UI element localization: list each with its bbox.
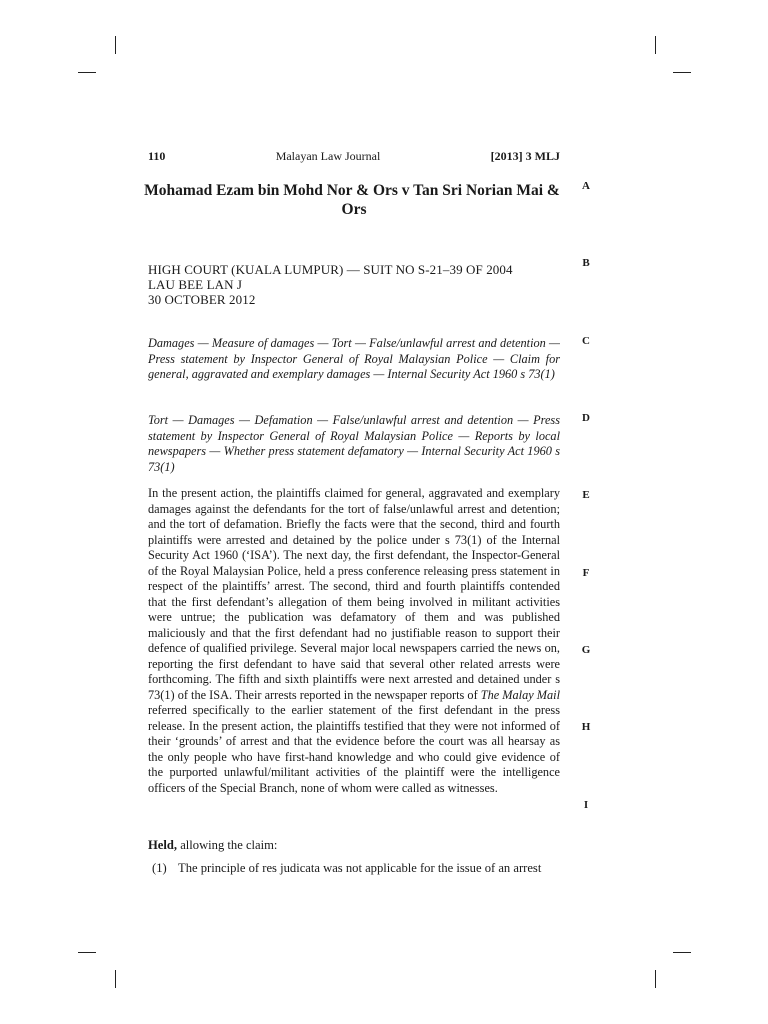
crop-mark	[115, 970, 116, 988]
facts-part-1: In the present action, the plaintiffs claimed for general, aggravated and exemplary damages against the defendants for the tort of false/unlawful arrest and detention; and the tort of defamation. Briefly the facts were that the second, third and fourth plaintiffs were arrested and detained by the police under s 73(1) of the Internal Security Act 1960 (‘ISA’). The next day, the first defendant, the Inspector-General of the Royal Malaysian Police, held a press conference releasing press statement in respect of the plaintiffs’ arrest. The second, third and fourth plaintiffs contended that the first defendant’s allegation of them being involved in militant activities were untrue; the publication was defamatory of them and was published maliciously and that the first defendant had no justifiable reason to support their defence of qualified privilege. Several major local newspapers carried the news on, reporting the first defendant to have said that several other related arrests were forthcoming. The fifth and sixth plaintiffs were next arrested and detained under s 73(1) of the ISA. Their arrests reported in the newspaper reports of	[148, 486, 560, 702]
page-number: 110	[148, 149, 166, 163]
margin-letter-a: A	[582, 180, 590, 192]
newspaper-name: The Malay Mail	[480, 687, 560, 702]
held-point	[152, 861, 560, 877]
journal-name: Malayan Law Journal	[275, 149, 381, 163]
court-suit: HIGH COURT (KUALA LUMPUR) — SUIT NO S-21–39 OF 2004	[148, 262, 513, 277]
margin-letter-b: B	[582, 257, 590, 269]
held-line	[148, 838, 560, 854]
margin-letter-f: F	[582, 567, 590, 579]
crop-mark	[673, 72, 691, 73]
crop-mark	[78, 72, 96, 73]
catchword-2: Tort — Damages — Defamation — False/unlawful arrest and detention — Press statement by Inspector General of Royal Malaysian Police — Reports by local newspapers — Whether press statement defamatory — Internal Security Act 1960 s 73(1)	[148, 413, 560, 474]
margin-letter-d: D	[582, 412, 590, 424]
catchword-1: Damages — Measure of damages — Tort — False/unlawful arrest and detention — Press statement by Inspector General of Royal Malaysian Police — Claim for general, aggravated and exemplary damages — Internal Security Act 1960 s 73(1)	[148, 336, 560, 381]
citation: [2013] 3 MLJ	[490, 149, 560, 163]
facts-part-2: referred specifically to the earlier statement of the first defendant in the press release. In the present action, the plaintiffs testified that they were not informed of their ‘grounds’ of arrest and that the evidence before the court was all hearsay as the only people who have first-hand knowledge and who could give evidence of the purported unlawful/militant activities of the plaintiff were the intelligence officers of the Special Branch, none of whom were called as witnesses.	[148, 703, 560, 795]
headnote-facts	[148, 486, 560, 796]
margin-letter-e: E	[582, 489, 590, 501]
crop-mark	[673, 952, 691, 953]
court-details	[148, 262, 560, 307]
judgment-date: 30 OCTOBER 2012	[148, 292, 256, 307]
crop-mark	[115, 36, 116, 54]
margin-letter-h: H	[581, 721, 591, 733]
margin-letter-c: C	[582, 335, 590, 347]
case-title: Mohamad Ezam bin Mohd Nor & Ors v Tan Sri Norian Mai & Ors	[144, 182, 560, 218]
point-text: The principle of res judicata was not applicable for the issue of an arrest	[178, 861, 542, 875]
point-number: (1)	[152, 861, 167, 875]
held-label: Held,	[148, 838, 178, 852]
margin-letter-i: I	[583, 799, 589, 811]
crop-mark	[655, 36, 656, 54]
crop-mark	[655, 970, 656, 988]
judge-name: LAU BEE LAN J	[148, 277, 243, 292]
margin-letter-g: G	[581, 644, 591, 656]
held-text: allowing the claim:	[177, 838, 278, 852]
running-header	[148, 149, 560, 164]
crop-mark	[78, 952, 96, 953]
